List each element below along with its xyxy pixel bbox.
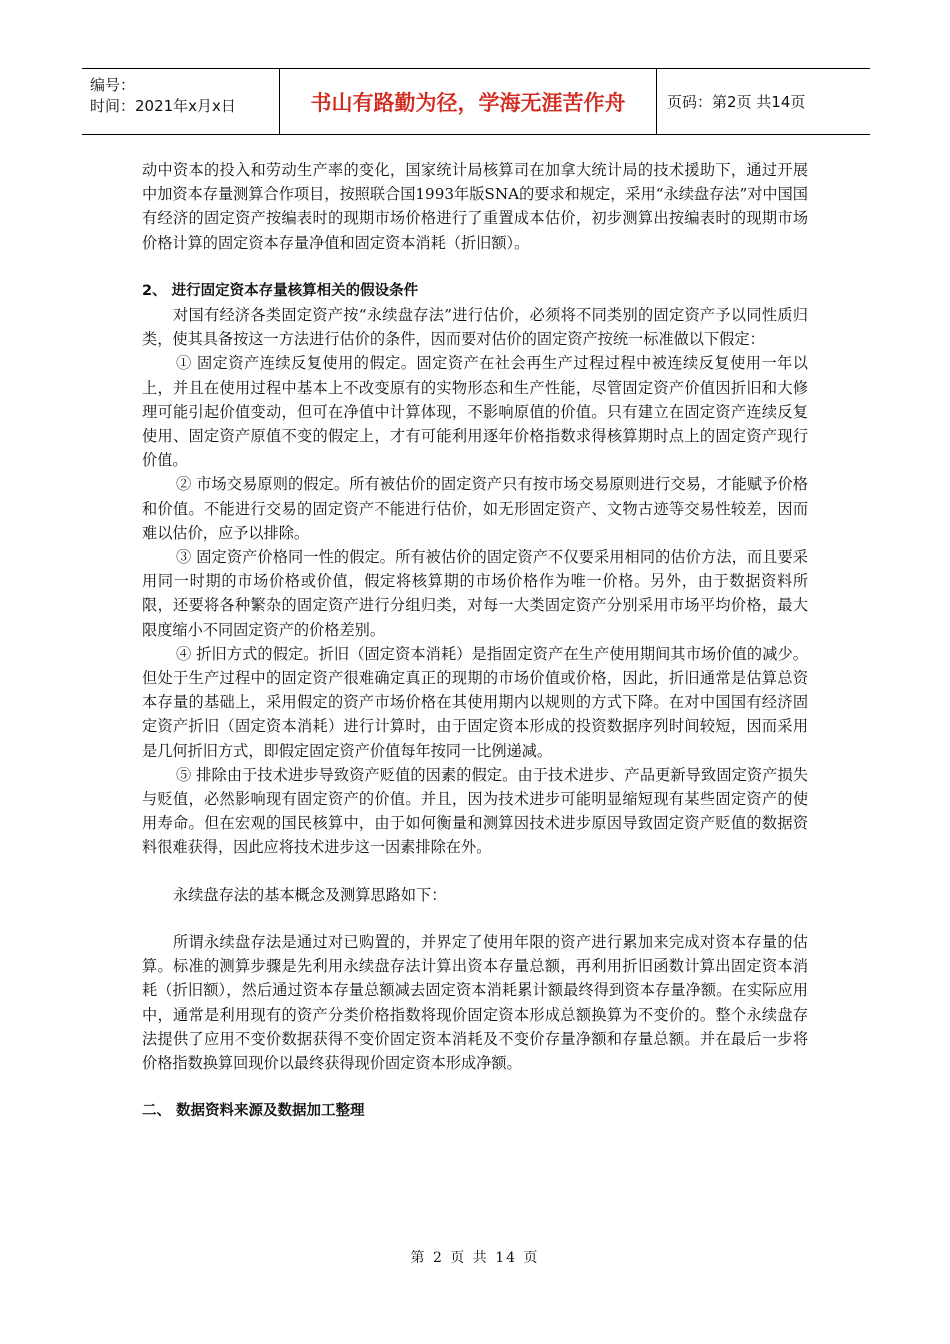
document-body <box>142 158 808 1123</box>
assumption-intro: 对国有经济各类固定资产按“永续盘存法”进行估价，必须将不同类别的固定资产予以同性质归类，使其具备按这一方法进行估价的条件，因而要对估价的固定资产按统一标准做以下假定： <box>142 306 808 349</box>
doc-time: 时间：2021年x月x日 <box>90 97 236 115</box>
assumption-item-4: ④ 折旧方式的假定。折旧（固定资本消耗）是指固定资产在生产使用期间其市场价值的减少。但处于生产过程中的固定资产很难确定真正的现期的市场价值或价格，因此，折旧通常是估算总资本存量的基础上，采用假定的资产市场价格在其使用期内以规则的方式下降。在对中国国有经济固定资产折旧（固定资本消耗）进行计算时，由于固定资本形成的投资数据序列时间较短，因而采用是几何折旧方式，即假定固定资产价值每年按同一比例递减。 <box>142 644 808 760</box>
assumption-item-5: ⑤ 排除由于技术进步导致资产贬值的因素的假定。由于技术进步、产品更新导致固定资产损失与贬值，必然影响现有固定资产的价值。并且，因为技术进步可能明显缩短现有某些固定资产的使用寿命。但在宏观的国民核算中，由于如何衡量和测算因技术进步原因导致固定资产贬值的数据资料很难获得，因此应将技术进步这一因素排除在外。 <box>142 765 808 857</box>
assumption-item-3: ③ 固定资产价格同一性的假定。所有被估价的固定资产不仅要采用相同的估价方法，而且要采用同一时期的市场价格或价值，假定将核算期的市场价格作为唯一价格。另外，由于数据资料所限，还要将各种繁杂的固定资产进行分组归类，对每一大类固定资产分别采用市场平均价格，最大限度缩小不同固定资产的价格差别。 <box>142 548 808 639</box>
header-meta <box>82 69 280 134</box>
concept-paragraph: 永续盘存法的基本概念及测算思路如下： <box>173 885 447 904</box>
header-motto: 书山有路勤为径，学海无涯苦作舟 <box>280 69 657 134</box>
section-heading-two: 二、 数据资料来源及数据加工整理 <box>142 1103 365 1120</box>
assumption-item-2: ② 市场交易原则的假定。所有被估价的固定资产只有按市场交易原则进行交易，才能赋予价格和价值。不能进行交易的固定资产不能进行估价，如无形固定资产、文物古迹等交易性较差，因而难以估价，应予以排除。 <box>142 475 808 542</box>
page-footer: 第 2 页 共 14 页 <box>410 1250 540 1266</box>
intro-paragraph: 动中资本的投入和劳动生产率的变化，国家统计局核算司在加拿大统计局的技术援助下，通过开展中加资本存量测算合作项目，按照联合国1993年版SNA的要求和规定，采用“永续盘存法”对中国国有经济的固定资产按编表时的现期市场价格进行了重置成本估价，初步测算出按编表时的现期市场价格计算的固定资本存量净值和固定资本消耗（折旧额）。 <box>142 161 808 252</box>
section-heading-2: 2、 进行固定资本存量核算相关的假设条件 <box>142 282 419 299</box>
doc-number: 编号： <box>90 76 136 94</box>
header-page-number: 页码：第2页 共14页 <box>667 93 806 111</box>
definition-paragraph: 所谓永续盘存法是通过对已购置的，并界定了使用年限的资产进行累加来完成对资本存量的估算。标准的测算步骤是先利用永续盘存法计算出资本存量总额，再利用折旧函数计算出固定资本消耗（折旧额），然后通过资本存量总额减去固定资本消耗累计额最终得到资本存量净额。在实际应用中，通常是利用现有的资产分类价格指数将现价固定资本形成总额换算为不变价的。整个永续盘存法提供了应用不变价数据获得不变价固定资本消耗及不变价存量净额和存量总额。并在最后一步将价格指数换算回现价以最终获得现价固定资本形成净额。 <box>142 932 808 1072</box>
header-table <box>82 68 870 135</box>
assumption-item-1: ① 固定资产连续反复使用的假定。固定资产在社会再生产过程过程中被连续反复使用一年以上，并且在使用过程中基本上不改变原有的实物形态和生产性能，尽管固定资产价值因折旧和大修理可能引起价值变动，但可在净值中计算体现，不影响原值的价值。只有建立在固定资产连续反复使用、固定资产原值不变的假定上，才有可能利用逐年价格指数求得核算期时点上的固定资产现行价值。 <box>142 354 808 470</box>
